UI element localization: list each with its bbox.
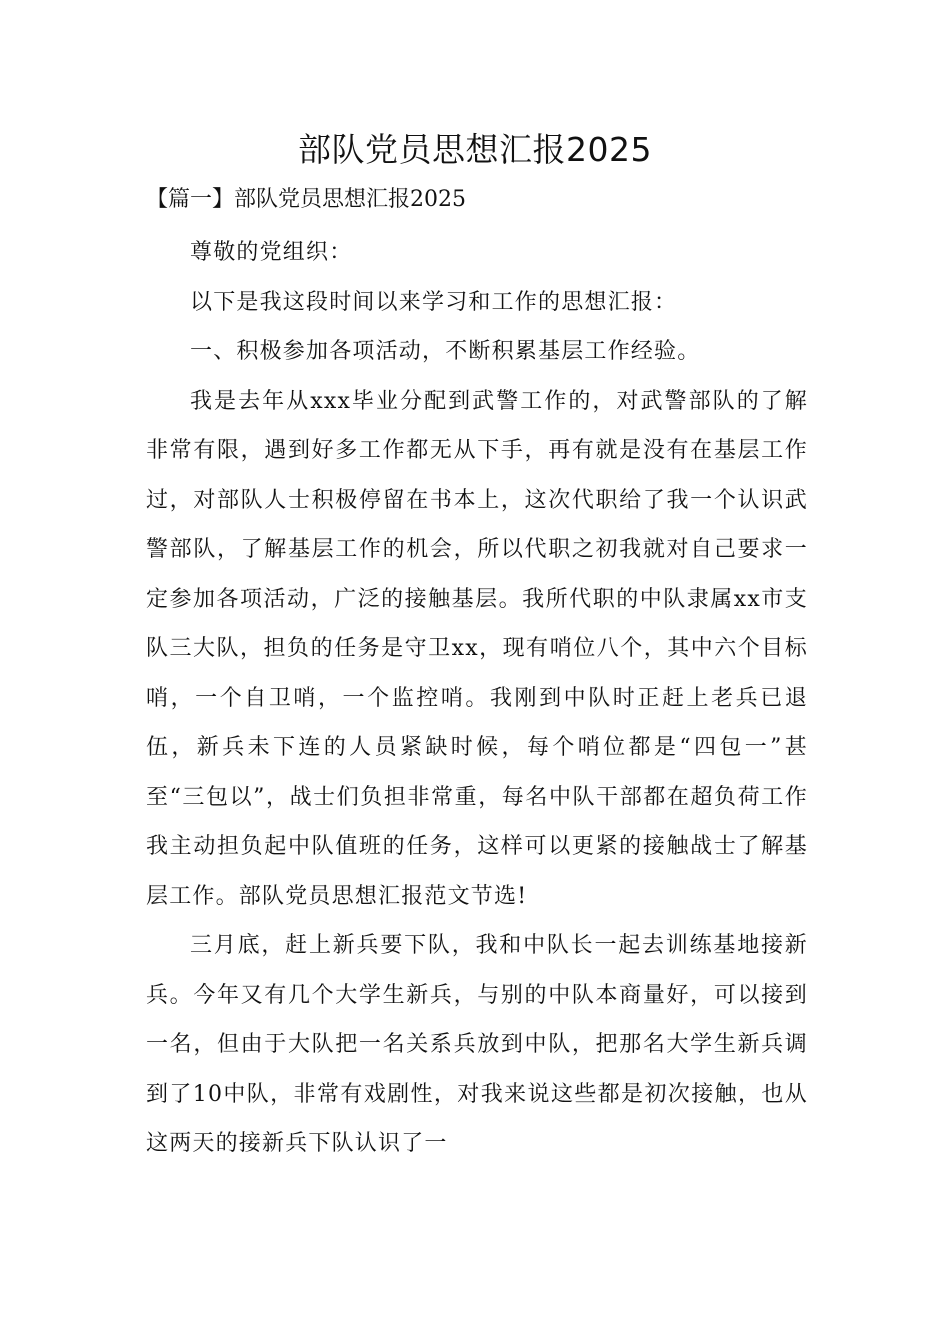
body-paragraph: 我是去年从xxx毕业分配到武警工作的，对武警部队的了解非常有限，遇到好多工作都无从下手，再有就是没有在基层工作过，对部队人士积极停留在书本上，这次代职给了我一个认识武警部队，了解基层工作的机会，所以代职之初我就对自己要求一定参加各项活动，广泛的接触基层。我所代职的中队隶属xx市支队三大队，担负的任务是守卫xx，现有哨位八个，其中六个目标哨，一个自卫哨，一个监控哨。我刚到中队时正赶上老兵已退伍，新兵未下连的人员紧缺时候，每个哨位都是“四包一”甚至“三包以”，战士们负担非常重，每名中队干部都在超负荷工作我主动担负起中队值班的任务，这样可以更紧的接触战士了解基层工作。部队党员思想汇报范文节选! bbox=[146, 388, 808, 909]
subheading-paragraph: 一、积极参加各项活动，不断积累基层工作经验。 bbox=[190, 339, 701, 364]
salutation-paragraph: 尊敬的党组织： bbox=[190, 240, 353, 265]
document-body bbox=[146, 228, 808, 1169]
body-paragraph: 三月底，赶上新兵要下队，我和中队长一起去训练基地接新兵。今年又有几个大学生新兵，与别的中队本商量好，可以接到一名，但由于大队把一名关系兵放到中队，把那名大学生新兵调到了10中队，非常有戏剧性，对我来说这些都是初次接触，也从这两天的接新兵下队认识了一 bbox=[146, 933, 808, 1156]
document-title: 部队党员思想汇报2025 bbox=[298, 130, 652, 169]
section-heading: 【篇一】部队党员思想汇报2025 bbox=[146, 187, 466, 212]
intro-paragraph: 以下是我这段时间以来学习和工作的思想汇报： bbox=[190, 289, 678, 315]
